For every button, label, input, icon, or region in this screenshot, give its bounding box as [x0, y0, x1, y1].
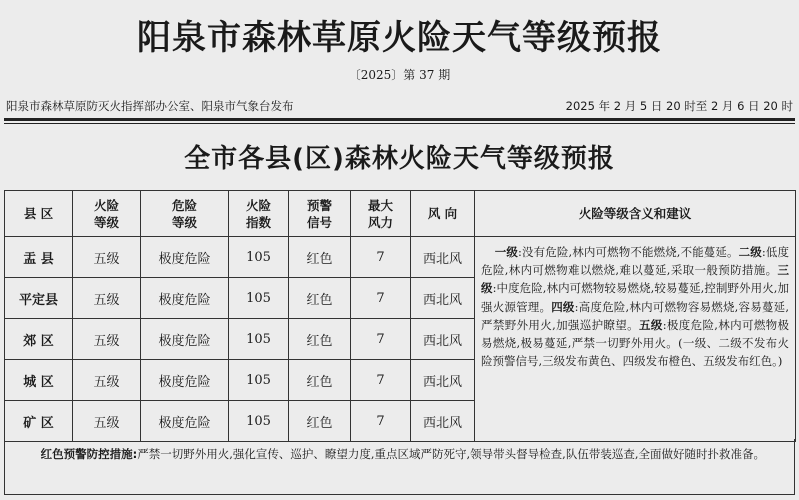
header-signal [289, 191, 351, 237]
measures-label: 红色预警防控措施: [40, 447, 138, 461]
header-danger-text: 危险 等级 [171, 197, 197, 230]
header-county-text: 县 区 [23, 206, 54, 221]
header-index [229, 191, 289, 237]
header-signal-text: 预警 信号 [306, 197, 332, 230]
county-cell: 城 区 [5, 360, 73, 401]
header-meaning-text: 火险等级含义和建议 [578, 206, 692, 221]
county-cell: 郊 区 [5, 319, 73, 360]
danger-cell: 极度危险 [141, 278, 229, 319]
header-danger [141, 191, 229, 237]
publisher: 阳泉市森林草原防灭火指挥部办公室、阳泉市气象台发布 [6, 99, 294, 113]
index-cell: 105 [229, 360, 289, 401]
index-cell: 105 [229, 319, 289, 360]
publication-row [6, 96, 793, 116]
wind-force-cell: 7 [351, 278, 411, 319]
county-cell: 平定县 [5, 278, 73, 319]
wind-force-cell: 7 [351, 360, 411, 401]
issue-number: 〔2025〕第 37 期 [348, 68, 451, 82]
signal-cell: 红色 [289, 319, 351, 360]
signal-cell: 红色 [289, 278, 351, 319]
index-cell: 105 [229, 401, 289, 442]
level-cell: 五级 [73, 360, 141, 401]
header-level-text: 火险 等级 [93, 197, 119, 230]
danger-cell: 极度危险 [141, 360, 229, 401]
meaning-cell [475, 237, 796, 442]
danger-cell: 极度危险 [141, 401, 229, 442]
meaning-text-1: :没有危险,林内可燃物不能燃烧,不能蔓延。 [518, 245, 739, 259]
header-county [5, 191, 73, 237]
meaning-label-4: 四级 [551, 299, 575, 314]
level-cell: 五级 [73, 237, 141, 278]
meaning-text-4: :高度危险,林内可燃物容易燃烧,容易蔓延,严禁野外用火,加强巡护瞭望。 [481, 299, 790, 332]
meaning-text-5: :极度危险,林内可燃物极易燃烧,极易蔓延,严禁一切野外用火。(一级、二级不发布火险预警信号,三级发布黄色、四级发布橙色、五级发布红色。) [481, 317, 790, 369]
county-cell: 盂 县 [5, 237, 73, 278]
danger-cell: 极度危险 [141, 319, 229, 360]
wind-direction-cell: 西北风 [411, 401, 475, 442]
signal-cell: 红色 [289, 360, 351, 401]
wind-direction-cell: 西北风 [411, 319, 475, 360]
table-title: 全市各县(区)森林火险天气等级预报 [184, 144, 615, 174]
wind-force-cell: 7 [351, 237, 411, 278]
meaning-label-2: 二级 [738, 245, 762, 259]
forecast-table [4, 190, 796, 442]
divider-thick [4, 118, 795, 121]
signal-cell: 红色 [289, 401, 351, 442]
index-cell: 105 [229, 278, 289, 319]
red-warning-measures [4, 439, 795, 495]
table-header-row [5, 191, 796, 237]
divider-thin [4, 123, 795, 124]
signal-cell: 红色 [289, 237, 351, 278]
wind-direction-cell: 西北风 [411, 237, 475, 278]
level-cell: 五级 [73, 401, 141, 442]
index-cell: 105 [229, 237, 289, 278]
header-level [73, 191, 141, 237]
table-row [5, 237, 796, 278]
header-wind-direction-text: 风 向 [427, 206, 458, 221]
measures-text: 严禁一切野外用火,强化宣传、巡护、瞭望力度,重点区域严防死守,领导带头督导检查,队伍带装巡查,全面做好随时扑救准备。 [137, 447, 765, 461]
header-wind-force-text: 最大 风力 [367, 197, 393, 230]
header-wind-force [351, 191, 411, 237]
header-meaning [475, 191, 796, 237]
wind-direction-cell: 西北风 [411, 360, 475, 401]
wind-force-cell: 7 [351, 319, 411, 360]
meaning-label-5: 五级 [638, 317, 663, 332]
wind-direction-cell: 西北风 [411, 278, 475, 319]
header-wind-direction [411, 191, 475, 237]
header-index-text: 火险 指数 [245, 197, 271, 230]
danger-cell: 极度危险 [141, 237, 229, 278]
level-cell: 五级 [73, 278, 141, 319]
meaning-text-3: :中度危险,林内可燃物较易燃烧,较易蔓延,控制野外用火,加强火源管理。 [481, 281, 790, 314]
county-cell: 矿 区 [5, 401, 73, 442]
level-cell: 五级 [73, 319, 141, 360]
wind-force-cell: 7 [351, 401, 411, 442]
meaning-text-2: :低度危险,林内可燃物难以燃烧,难以蔓延,采取一般预防措施。 [481, 245, 790, 278]
meaning-label-3: 三级 [481, 263, 789, 296]
page-title: 阳泉市森林草原火险天气等级预报 [137, 18, 662, 58]
forecast-period: 2025 年 2 月 5 日 20 时至 2 月 6 日 20 时 [565, 99, 793, 113]
meaning-label-1: 一级 [494, 245, 519, 259]
